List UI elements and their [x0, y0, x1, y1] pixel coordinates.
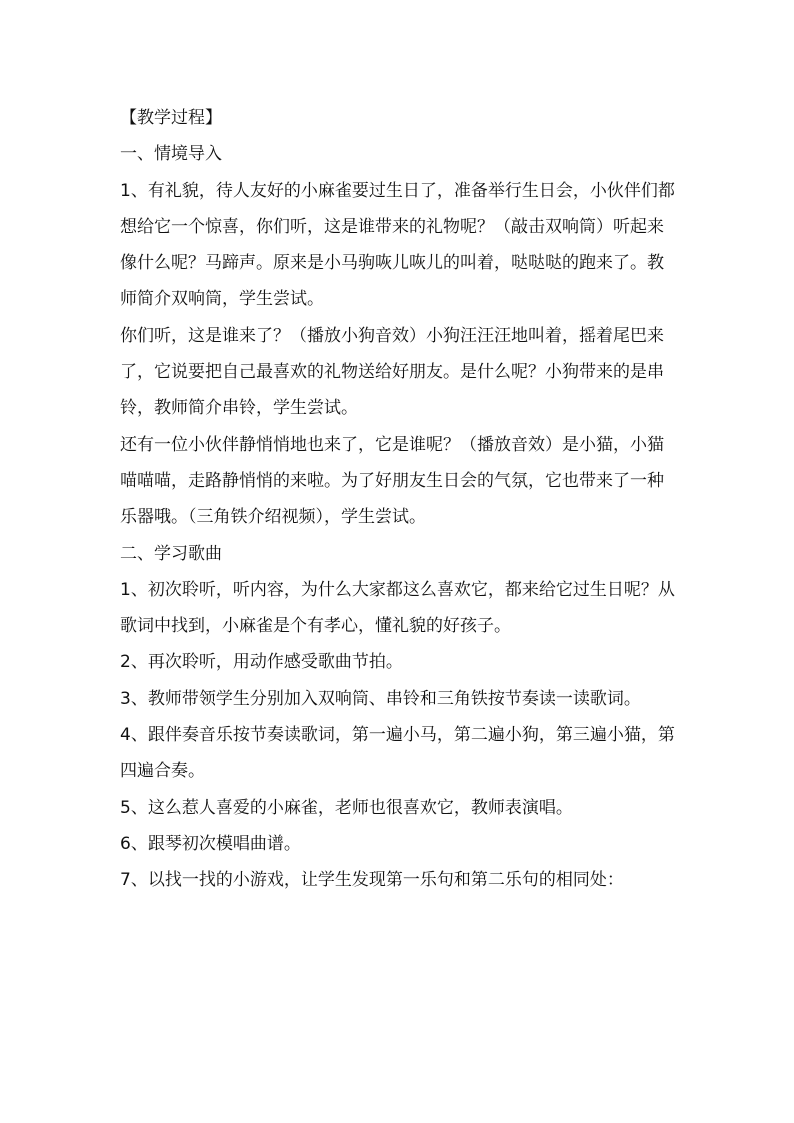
- list-item: 6、跟琴初次模唱曲谱。: [120, 833, 301, 854]
- list-item: 4、跟伴奏音乐按节奏读歌词，第一遍小马，第二遍小狗，第三遍小猫，第四遍合奏。: [120, 725, 675, 782]
- paragraph-kitten: 还有一位小伙伴静悄悄地也来了，它是谁呢？（播放音效）是小猫，小猫喵喵喵，走路静悄悄的来啦。为了好朋友生日会的气氛，它也带来了一种乐器哦。（三角铁介绍视频），学生尝试。: [120, 434, 664, 528]
- list-item: 3、教师带领学生分别加入双响筒、串铃和三角铁按节奏读一读歌词。: [120, 688, 641, 709]
- section-heading-situation-intro: 一、情境导入: [120, 144, 222, 165]
- paragraph-sparrow-birthday: 1、有礼貌，待人友好的小麻雀要过生日了，准备举行生日会，小伙伴们都想给它一个惊喜，你们听，这是谁带来的礼物呢？（敲击双响筒）听起来像什么呢？马蹄声。原来是小马驹咴儿咴儿的叫着，哒哒哒的跑来了。教师简介双响筒，学生尝试。: [120, 180, 675, 310]
- document-title: 【教学过程】: [120, 108, 222, 128]
- list-item: 1、初次聆听，听内容，为什么大家都这么喜欢它，都来给它过生日呢？从歌词中找到，小麻雀是个有孝心，懂礼貌的好孩子。: [120, 579, 675, 637]
- list-item: 5、这么惹人喜爱的小麻雀，老师也很喜欢它，教师表演唱。: [120, 797, 573, 818]
- list-item: 2、再次聆听，用动作感受歌曲节拍。: [120, 652, 403, 673]
- paragraph-puppy: 你们听，这是谁来了？（播放小狗音效）小狗汪汪汪地叫着，摇着尾巴来了，它说要把自己最喜欢的礼物送给好朋友。是什么呢？小狗带来的是串铃，教师简介串铃，学生尝试。: [120, 325, 664, 419]
- document-body: [120, 100, 675, 899]
- list-item: 7、以找一找的小游戏，让学生发现第一乐句和第二乐句的相同处：: [120, 870, 624, 891]
- section-heading-learn-song: 二、学习歌曲: [120, 543, 222, 564]
